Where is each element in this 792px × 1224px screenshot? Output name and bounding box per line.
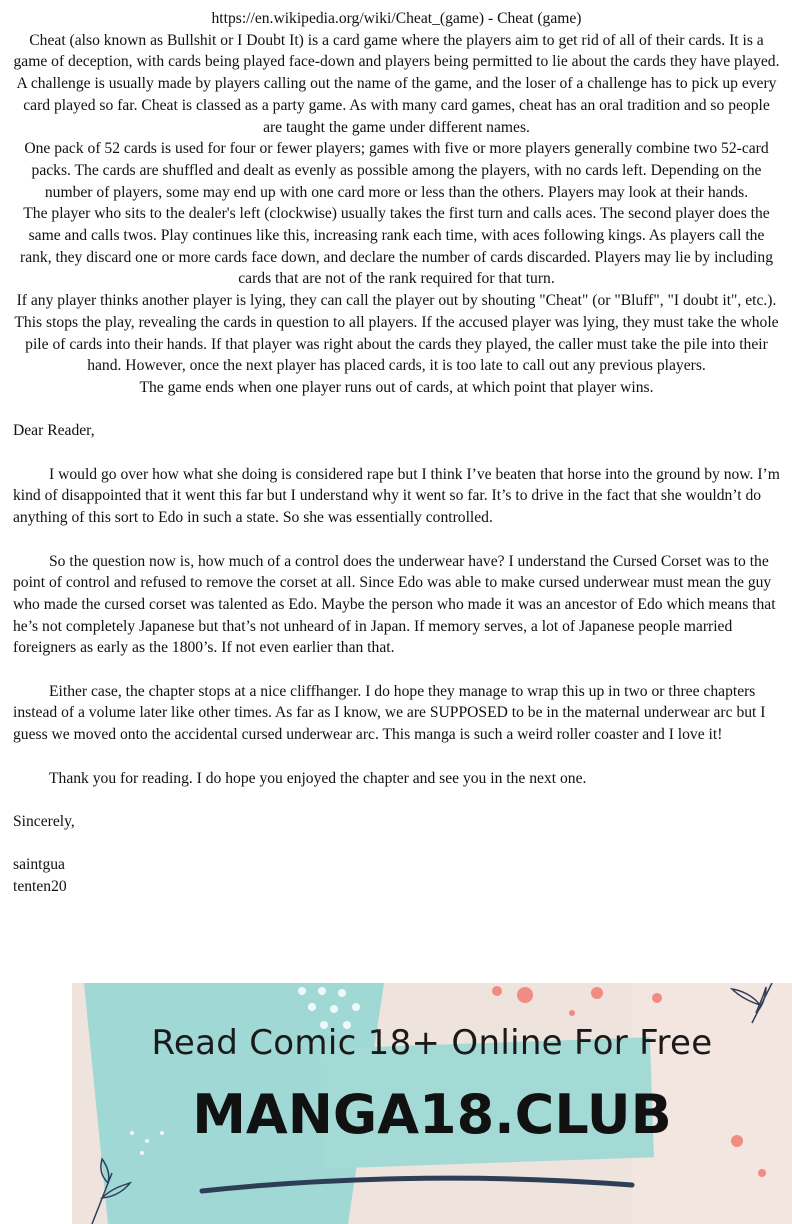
letter-paragraph: Either case, the chapter stops at a nice cliffhanger. I do hope they manage to wrap this up in two or three chapters instead of a volume later like other times. As far as I know, we are SUPPOSED to be in the maternal underwear arc but I guess we moved onto the accidental cursed underwear arc. This manga is such a weird roller coaster and I love it! [13, 682, 766, 744]
signature-line-2: tenten20 [13, 878, 67, 896]
source-url-link[interactable]: https://en.wikipedia.org/wiki/Cheat_(game) [211, 10, 485, 27]
letter-closing: Sincerely, [13, 812, 75, 830]
banner-tagline: Read Comic 18+ Online For Free [151, 1023, 713, 1063]
letter-paragraph: Thank you for reading. I do hope you enjoyed the chapter and see you in the next one. [49, 769, 587, 787]
wiki-paragraph: Cheat (also known as Bullshit or I Doubt It) is a card game where the players aim to get rid of all of their cards. It is a game of deception, with cards being played face-down and players being permitted to lie about the cards they have played. A challenge is usually made by players calling out the name of the game, and the loser of a challenge has to pick up every card played so far. Cheat is classed as a party game. As with many card games, cheat has an oral tradition and so people are taught the game under different names. [13, 31, 780, 136]
navy-brush-line [202, 1178, 632, 1191]
wiki-paragraph: The player who sits to the dealer's left (clockwise) usually takes the first turn and calls aces. The second player does the same and calls twos. Play continues like this, increasing rank each time, with aces following kings. As players call the rank, they discard one or more cards face down, and declare the number of cards discarded. Players may lie by including cards that are not of the rank required for that turn. [20, 205, 773, 288]
document [13, 0, 780, 898]
letter-paragraph: I would go over how what she doing is considered rape but I think I’ve beaten that horse into the ground by now. I’m kind of disappointed that it went this far but I understand why it went so far. It’s to drive in the fact that she wouldn’t do anything of this sort to Edo in such a state. So she was essentially controlled. [13, 465, 780, 527]
header-separator: - [484, 10, 498, 27]
wiki-excerpt [13, 30, 780, 399]
banner-brand-logo[interactable]: MANGA18.CLUB [192, 1083, 672, 1146]
wiki-paragraph: If any player thinks another player is lying, they can call the player out by shouting "Cheat" (or "Bluff", "I doubt it", etc.). This stops the play, revealing the cards in question to all players. If the accused player was lying, they must take the whole pile of cards into their hands. If that player was right about the cards they played, the caller must take the pile into their hand. However, once the next player has placed cards, it is too late to call out any previous players. [14, 292, 779, 375]
leaf-sprig-right [732, 983, 772, 1023]
letter-greeting: Dear Reader, [13, 422, 95, 440]
promo-banner[interactable] [72, 983, 792, 1224]
wiki-paragraph: The game ends when one player runs out of cards, at which point that player wins. [139, 378, 654, 396]
letter [13, 420, 780, 897]
page-header [13, 8, 780, 30]
pink-dots-pattern [492, 986, 766, 1177]
signature-line-1: saintgua [13, 856, 65, 874]
leaf-sprig-left [92, 1159, 130, 1224]
letter-paragraph: So the question now is, how much of a control does the underwear have? I understand the Cursed Corset was to the point of control and refused to remove the corset at all. Since Edo was able to make cursed underwear must mean the guy who made the cursed corset was talented as Edo. Maybe the person who made it was an ancestor of Edo which means that he’s not completely Japanese but that’s not unheard of in Japan. If memory serves, a lot of Japanese people married foreigners as early as the 1800’s. If not even earlier than that. [13, 552, 776, 657]
article-title: Cheat (game) [497, 10, 582, 27]
wiki-paragraph: One pack of 52 cards is used for four or fewer players; games with five or more players generally combine two 52-card packs. The cards are shuffled and dealt as evenly as possible among the players, with no cards left. Depending on the number of players, some may end up with one card more or less than the others. Players may look at their hands. [24, 140, 769, 201]
